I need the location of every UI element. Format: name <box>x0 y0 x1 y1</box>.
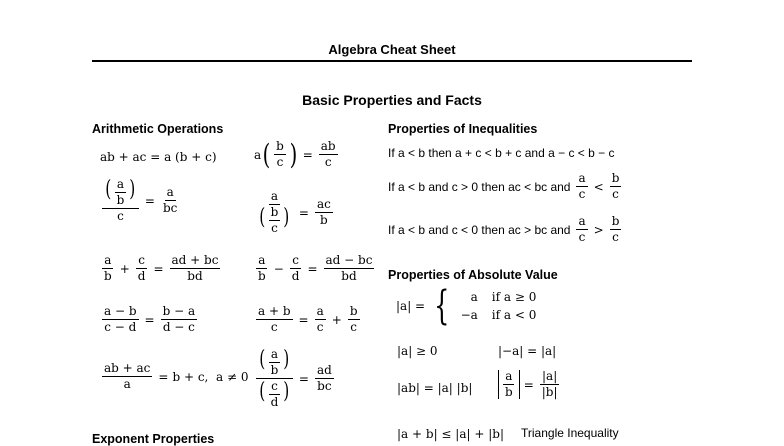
formula-a-over-fraction: a ( $\frac{b}{c}$ ) = $\frac{ac}{b}$ <box>259 189 331 235</box>
inequality-positive-c: If a < b and c > 0 then ac < bc and $\frac{a}{c}$ < $\frac{b}{c}$ <box>388 171 620 201</box>
formula-sign-swap: $\frac{a - b}{c - d}$ = $\frac{b - a}{d - c}$ <box>104 304 196 334</box>
title-rule <box>92 60 692 62</box>
formula-fraction-over-c: ( $\frac{a}{b}$ ) c = $\frac{a}{bc}$ <box>100 178 181 223</box>
formula-fraction-sum: $\frac{a}{b}$ + $\frac{c}{d}$ = $\frac{ad + bc}{bd}$ <box>104 253 219 283</box>
condition-a-not-zero: a ≠ 0 <box>216 369 249 384</box>
absolute-negation: |−a| = |a| <box>498 344 557 358</box>
formula-factor-cancel: $\frac{ab + ac}{a}$ = b + c, a ≠ 0 <box>104 361 249 391</box>
inequality-positive-c-text: If a < b and c > 0 then ac < bc and <box>388 179 571 194</box>
absolute-product: |ab| = |a| |b| <box>397 381 473 395</box>
absolute-value-heading: Properties of Absolute Value <box>388 268 558 282</box>
inequalities-heading: Properties of Inequalities <box>388 122 538 136</box>
case2-condition: if a < 0 <box>491 308 537 322</box>
inequality-negative-c: If a < b and c < 0 then ac > bc and $\frac{a}{c}$ > $\frac{b}{c}$ <box>388 214 620 244</box>
formula-fraction-difference: $\frac{a}{b}$ − $\frac{c}{d}$ = $\frac{ad - bc}{bd}$ <box>258 253 373 283</box>
triangle-inequality-label: Triangle Inequality <box>521 426 619 440</box>
formula-distributive: ab + ac = a (b + c) <box>100 150 217 164</box>
triangle-inequality: |a + b| ≤ |a| + |b| <box>397 427 504 441</box>
case1-value: a <box>470 290 478 304</box>
section-title: Basic Properties and Facts <box>302 92 482 108</box>
formula-complex-fraction: ( $\frac{a}{b}$ ) ( $\frac{c}{d}$ ) = $\frac{ad}{bc}$ <box>254 348 336 409</box>
inequality-add-subtract: If a < b then a + c < b + c and a − c < b − c <box>388 146 615 160</box>
absolute-quotient: $\frac{a}{b}$ = $\frac{|a|}{|b|}$ <box>498 370 562 399</box>
case1-condition: if a ≥ 0 <box>491 290 537 304</box>
formula-a-times-b-over-c: a ( $\frac{b}{c}$ ) = $\frac{ab}{c}$ <box>254 137 336 171</box>
inequality-negative-c-text: If a < b and c < 0 then ac > bc and <box>388 222 571 237</box>
absolute-nonnegative: |a| ≥ 0 <box>397 344 438 358</box>
absolute-value-definition: |a| = { a if a ≥ 0 −a if a < 0 <box>396 283 537 329</box>
sheet-title: Algebra Cheat Sheet <box>328 42 456 57</box>
arithmetic-heading: Arithmetic Operations <box>92 122 224 136</box>
exponent-heading-partial: Exponent Properties <box>92 432 215 446</box>
case2-value: −a <box>460 308 478 322</box>
formula-split-fraction: $\frac{a + b}{c}$ = $\frac{a}{c}$ + $\frac{b}{c}$ <box>258 304 358 334</box>
